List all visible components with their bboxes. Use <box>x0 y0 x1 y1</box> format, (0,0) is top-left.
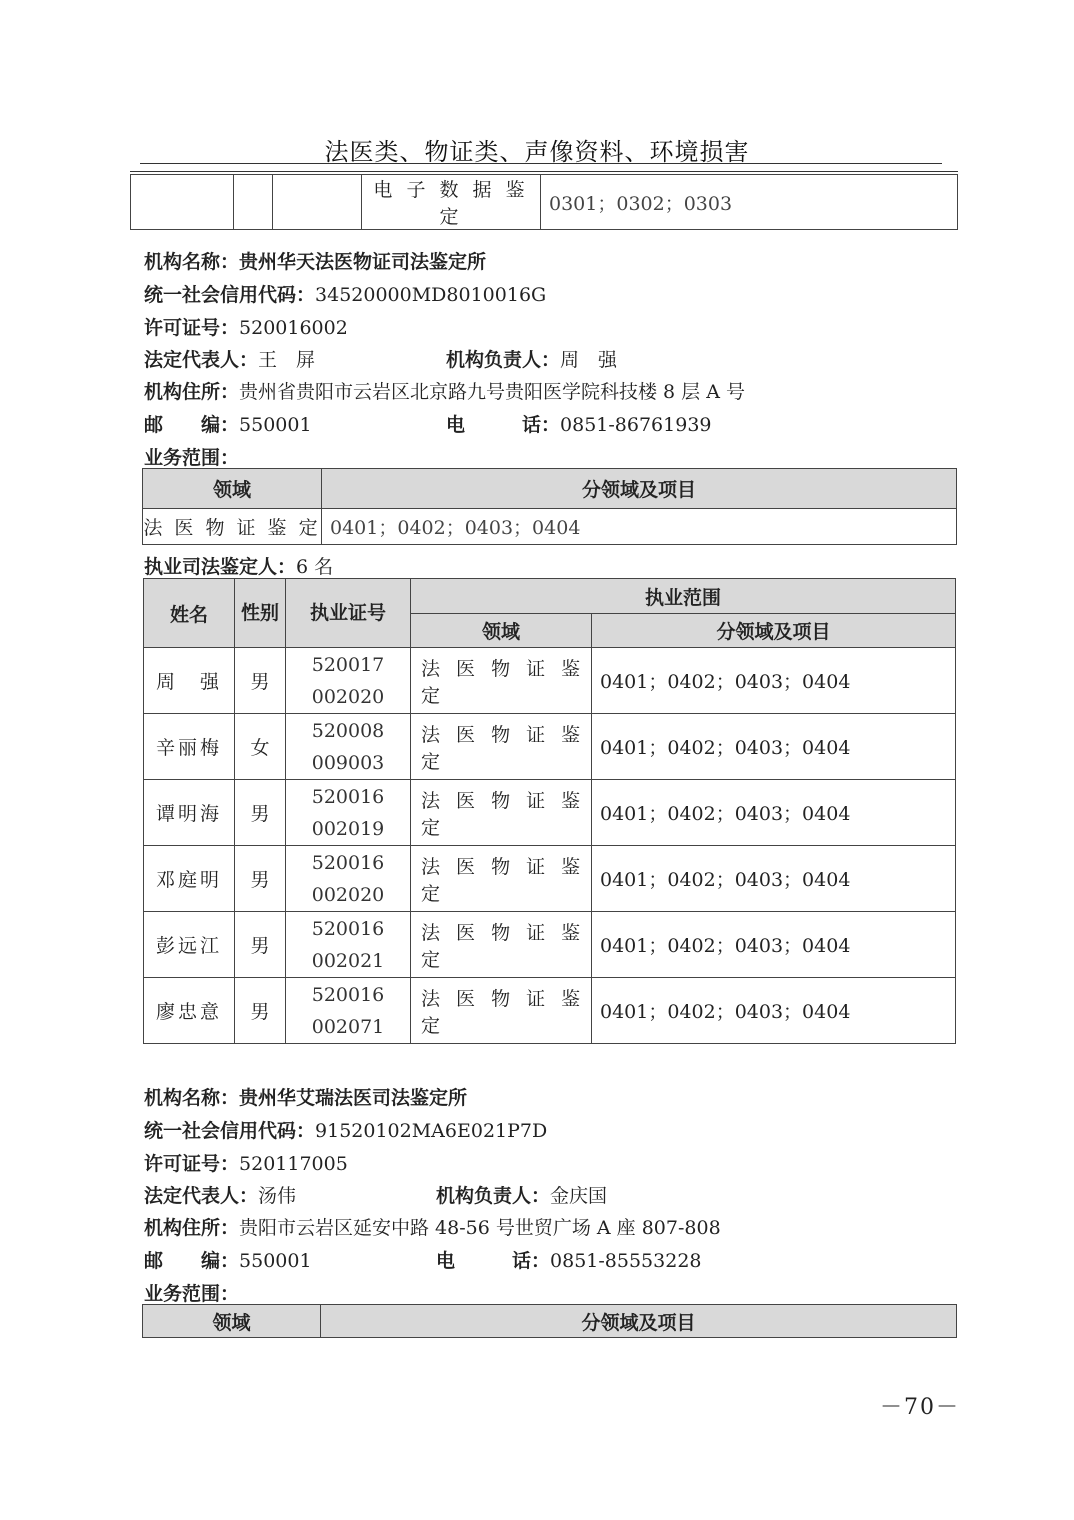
column-header: 领域 <box>143 1305 321 1338</box>
column-header: 分领域及项目 <box>592 614 956 648</box>
header-rule <box>140 163 942 164</box>
column-header: 执业证号 <box>286 579 411 648</box>
staff-gender: 男 <box>235 978 286 1044</box>
column-header: 分领域及项目 <box>322 469 957 509</box>
institution-name: 机构名称：贵州华天法医物证司法鉴定所 <box>144 251 487 273</box>
staff-domain: 法 医 物 证 鉴 定 <box>411 648 592 714</box>
table-header-row <box>144 579 956 614</box>
staff-codes: 0401；0402；0403；0404 <box>592 780 956 846</box>
table-header-row <box>143 469 957 509</box>
staff-table <box>143 578 956 1044</box>
continuation-table <box>130 174 958 230</box>
staff-codes: 0401；0402；0403；0404 <box>592 648 956 714</box>
staff-gender: 女 <box>235 714 286 780</box>
table-row <box>144 714 956 780</box>
institution-head: 机构负责人：周 强 <box>446 349 618 371</box>
codes-cell: 0401；0402；0403；0404 <box>322 509 957 545</box>
table-row <box>144 912 956 978</box>
page-number: －70－ <box>880 1395 960 1420</box>
institution-address: 机构住所：贵州省贵阳市云岩区北京路九号贵阳医学院科技楼 8 层 A 号 <box>144 381 745 403</box>
staff-domain: 法 医 物 证 鉴 定 <box>411 780 592 846</box>
table-header-row <box>143 1305 957 1338</box>
telephone: 电 话：0851-86761939 <box>446 414 712 436</box>
staff-name: 廖忠意 <box>144 978 235 1044</box>
staff-codes: 0401；0402；0403；0404 <box>592 714 956 780</box>
business-scope-label: 业务范围： <box>144 447 240 469</box>
staff-gender: 男 <box>235 780 286 846</box>
page-header-title: 法医类、物证类、声像资料、环境损害 <box>324 138 750 166</box>
staff-name: 邓庭明 <box>144 846 235 912</box>
credit-code: 统一社会信用代码：34520000MD8010016G <box>144 284 547 306</box>
staff-cert: 520017 002020 <box>286 648 411 714</box>
staff-cert: 520016 002021 <box>286 912 411 978</box>
staff-domain: 法 医 物 证 鉴 定 <box>411 978 592 1044</box>
staff-cert: 520008 009003 <box>286 714 411 780</box>
column-header: 领域 <box>411 614 592 648</box>
column-header: 执业范围 <box>411 579 956 614</box>
telephone: 电 话：0851-85553228 <box>436 1250 702 1272</box>
license-number: 许可证号：520016002 <box>144 317 348 339</box>
postal-code: 邮 编：550001 <box>144 1250 312 1272</box>
staff-name: 周 强 <box>144 648 235 714</box>
legal-representative: 法定代表人：汤伟 <box>144 1185 297 1207</box>
staff-gender: 男 <box>235 912 286 978</box>
institution-head: 机构负责人：金庆国 <box>436 1185 608 1207</box>
business-scope-label: 业务范围： <box>144 1283 240 1305</box>
staff-name: 彭远江 <box>144 912 235 978</box>
credit-code: 统一社会信用代码：91520102MA6E021P7D <box>144 1120 548 1142</box>
codes-cell: 0301；0302；0303 <box>541 175 958 230</box>
column-header: 性别 <box>235 579 286 648</box>
business-scope-table <box>142 468 957 545</box>
staff-gender: 男 <box>235 846 286 912</box>
table-row <box>144 846 956 912</box>
staff-domain: 法 医 物 证 鉴 定 <box>411 846 592 912</box>
header-rule <box>130 171 958 172</box>
staff-codes: 0401；0402；0403；0404 <box>592 846 956 912</box>
institution-address: 机构住所：贵阳市云岩区延安中路 48-56 号世贸广场 A 座 807-808 <box>144 1217 721 1239</box>
staff-cert: 520016 002020 <box>286 846 411 912</box>
institution-name: 机构名称：贵州华艾瑞法医司法鉴定所 <box>144 1087 468 1109</box>
staff-cert: 520016 002071 <box>286 978 411 1044</box>
staff-domain: 法 医 物 证 鉴 定 <box>411 714 592 780</box>
table-row <box>131 175 958 230</box>
table-row <box>144 648 956 714</box>
staff-count: 执业司法鉴定人：6 名 <box>144 556 334 578</box>
staff-name: 谭明海 <box>144 780 235 846</box>
column-header: 分领域及项目 <box>321 1305 957 1338</box>
staff-gender: 男 <box>235 648 286 714</box>
staff-name: 辛丽梅 <box>144 714 235 780</box>
domain-cell: 法 医 物 证 鉴 定 <box>143 509 322 545</box>
table-row <box>144 780 956 846</box>
staff-codes: 0401；0402；0403；0404 <box>592 978 956 1044</box>
legal-representative: 法定代表人：王 屏 <box>144 349 316 371</box>
staff-cert: 520016 002019 <box>286 780 411 846</box>
business-scope-table <box>142 1304 957 1338</box>
column-header: 领域 <box>143 469 322 509</box>
domain-cell: 电 子 数 据 鉴 定 <box>362 175 541 230</box>
postal-code: 邮 编：550001 <box>144 414 312 436</box>
staff-domain: 法 医 物 证 鉴 定 <box>411 912 592 978</box>
table-row <box>143 509 957 545</box>
table-row <box>144 978 956 1044</box>
column-header: 姓名 <box>144 579 235 648</box>
license-number: 许可证号：520117005 <box>144 1153 348 1175</box>
staff-codes: 0401；0402；0403；0404 <box>592 912 956 978</box>
